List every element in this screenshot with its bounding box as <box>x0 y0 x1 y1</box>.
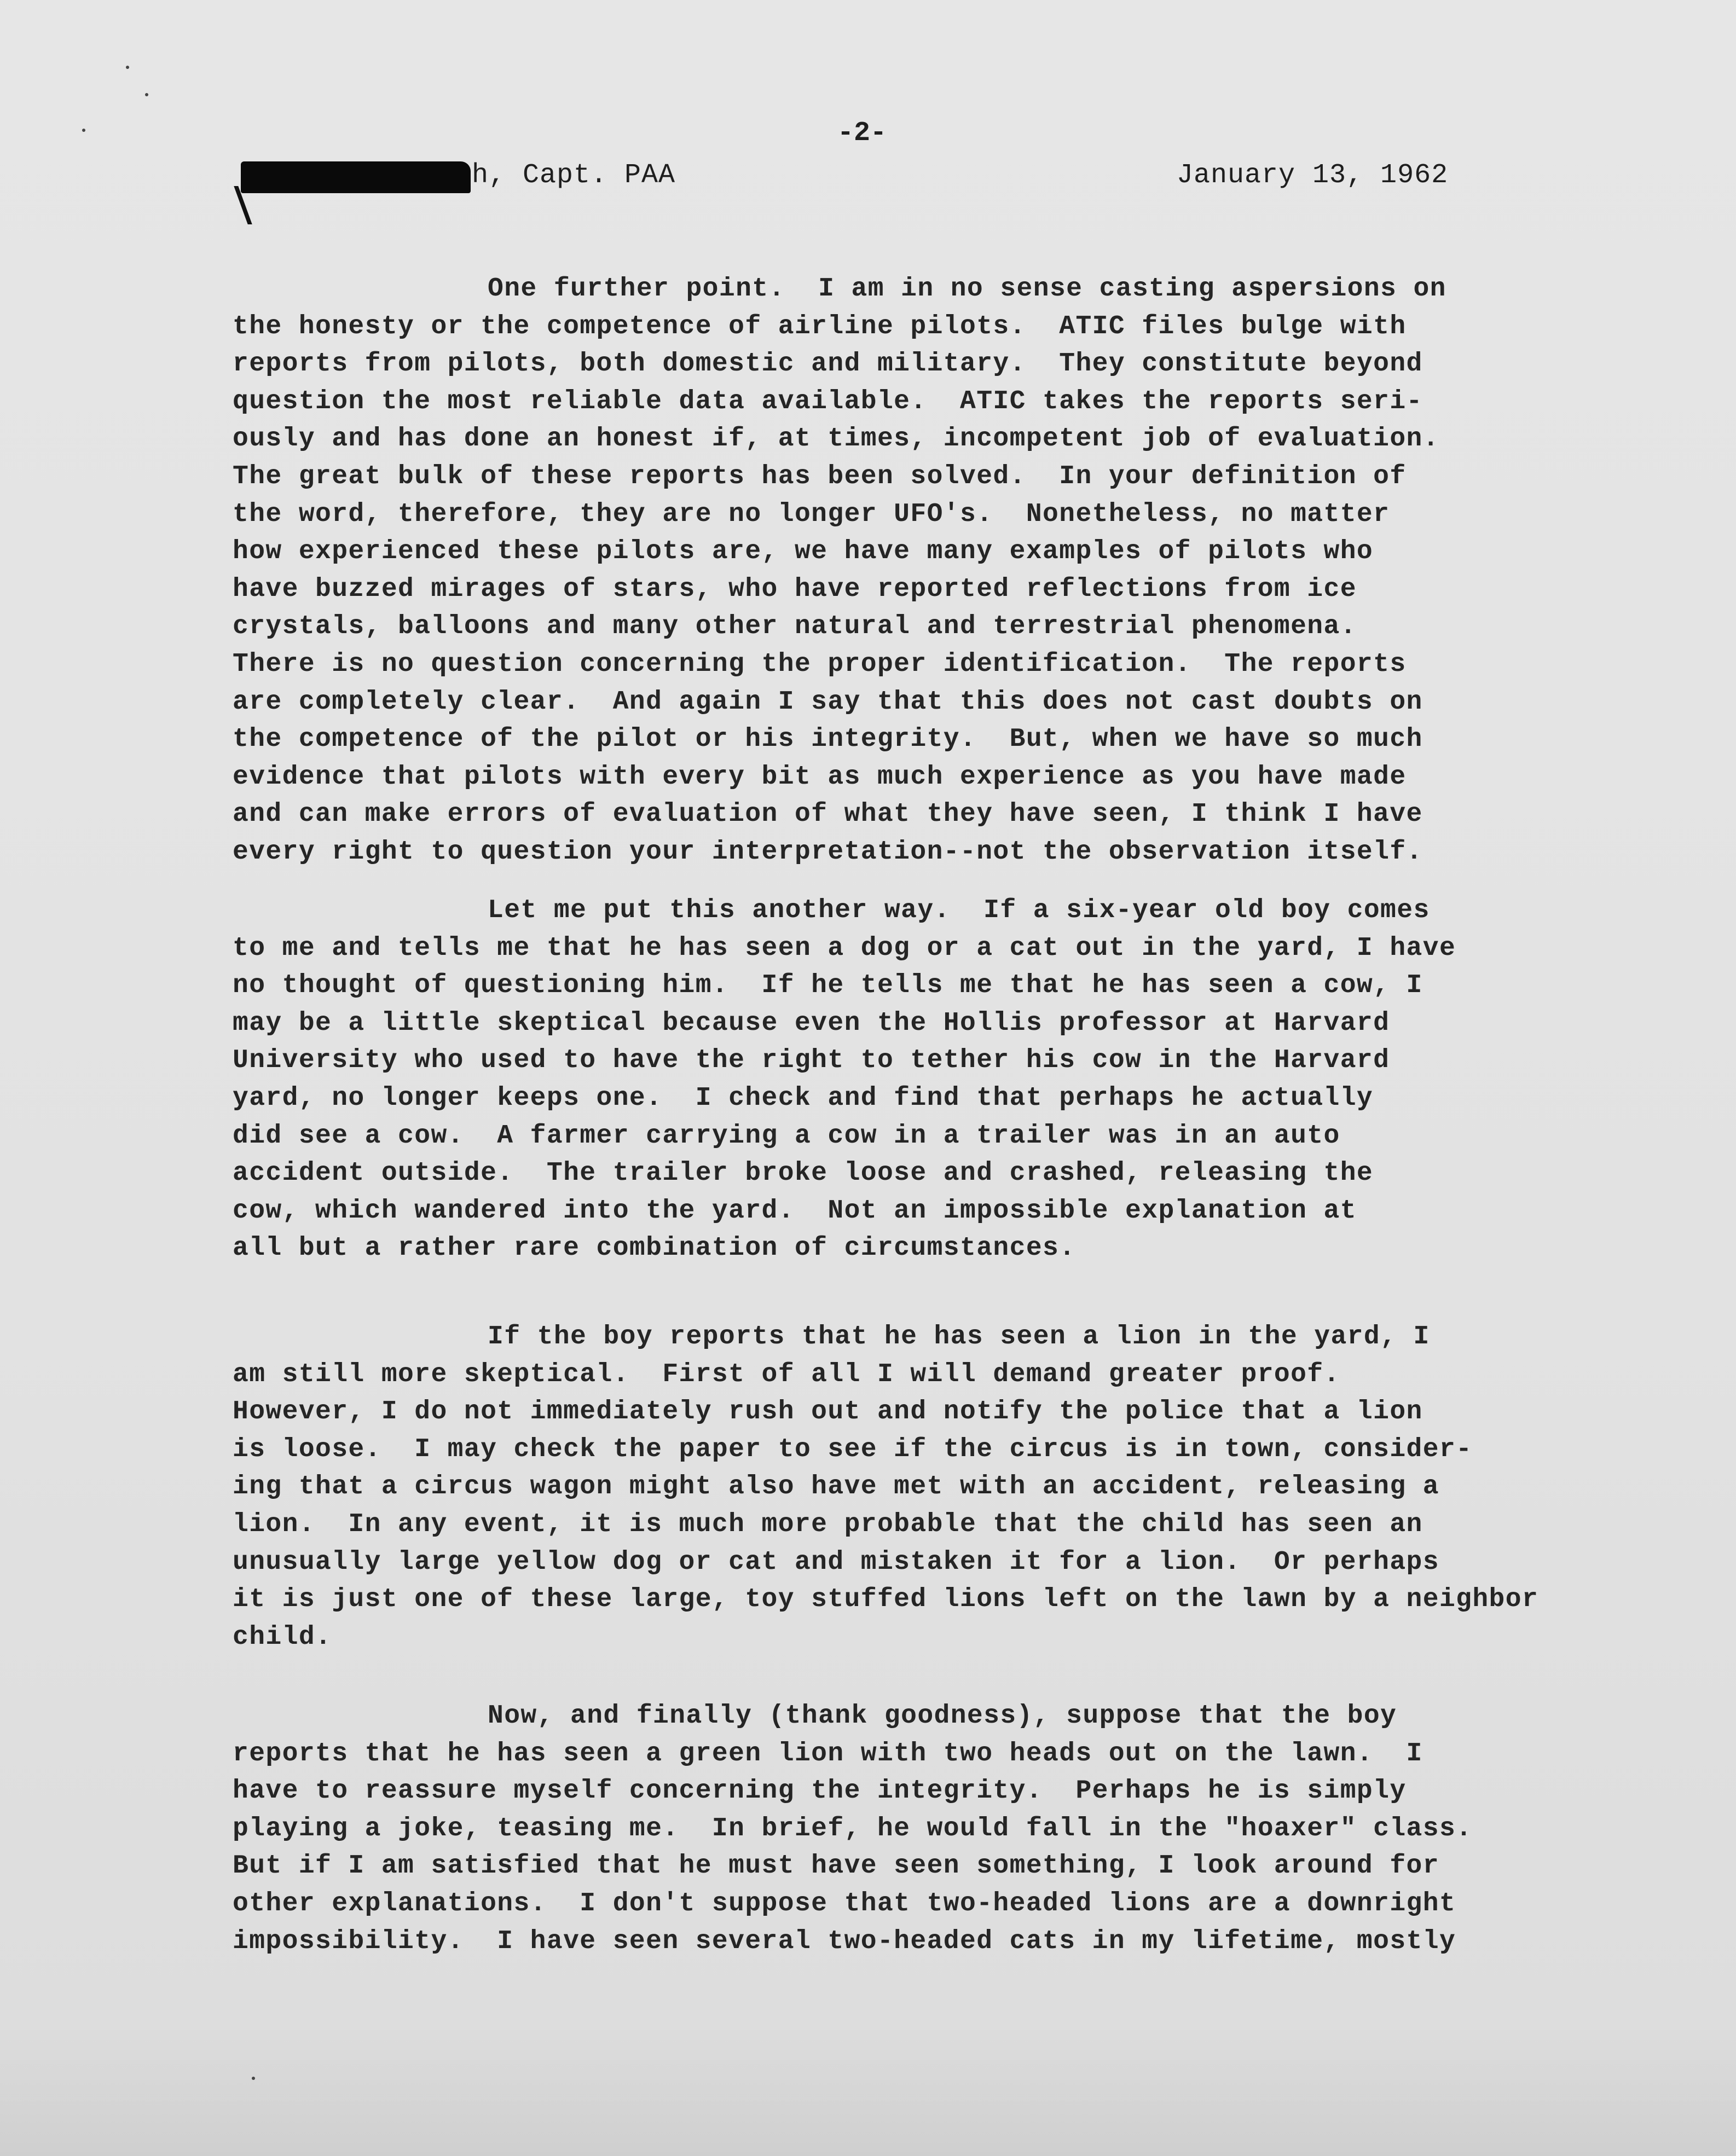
page-number: -2- <box>837 118 887 149</box>
text-line: playing a joke, teasing me. In brief, he would fall in the "hoaxer" class. <box>233 1813 1473 1844</box>
text-line: reports from pilots, both domestic and military. They constitute beyond <box>233 349 1423 379</box>
film-speck <box>126 66 129 69</box>
text-line: There is no question concerning the proper identification. The reports <box>233 649 1407 679</box>
redaction-mark <box>241 161 471 193</box>
text-line: and can make errors of evaluation of what they have seen, I think I have <box>233 799 1423 830</box>
text-line: ing that a circus wagon might also have met with an accident, releasing a <box>233 1472 1439 1502</box>
text-line: child. <box>233 1622 332 1652</box>
text-line: ously and has done an honest if, at times, incompetent job of evaluation. <box>233 424 1439 454</box>
text-line: are completely clear. And again I say that this does not cast doubts on <box>233 687 1423 717</box>
text-line: have buzzed mirages of stars, who have reported reflections from ice <box>233 574 1357 604</box>
text-line: cow, which wandered into the yard. Not an impossible explanation at <box>233 1196 1357 1226</box>
text-line: reports that he has seen a green lion with two heads out on the lawn. I <box>233 1738 1423 1769</box>
text-line: impossibility. I have seen several two-headed cats in my lifetime, mostly <box>233 1926 1456 1956</box>
paragraph-3 <box>233 1318 1539 1656</box>
text-line: all but a rather rare combination of circumstances. <box>233 1233 1076 1264</box>
text-line: how experienced these pilots are, we have many examples of pilots who <box>233 537 1374 567</box>
text-line: The great bulk of these reports has been solved. In your definition of <box>233 461 1407 491</box>
text-line: lion. In any event, it is much more probable that the child has seen an <box>233 1509 1423 1539</box>
letter-date: January 13, 1962 <box>1177 160 1449 191</box>
text-line: evidence that pilots with every bit as much experience as you have made <box>233 762 1407 792</box>
text-line: the word, therefore, they are no longer UFO's. Nonetheless, no matter <box>233 499 1390 529</box>
recipient-line: h, Capt. PAA <box>472 160 676 191</box>
text-line: yard, no longer keeps one. I check and find that perhaps he actually <box>233 1083 1374 1113</box>
text-line: question the most reliable data available. ATIC takes the reports seri- <box>233 386 1423 416</box>
paragraph-2 <box>233 892 1491 1267</box>
text-line: am still more skeptical. First of all I will demand greater proof. <box>233 1359 1340 1389</box>
text-line: did see a cow. A farmer carrying a cow in a trailer was in an auto <box>233 1121 1340 1151</box>
text-line: accident outside. The trailer broke loose and crashed, releasing the <box>233 1158 1374 1189</box>
text-line: every right to question your interpretation--not the observation itself. <box>233 837 1423 867</box>
text-line: to me and tells me that he has seen a dog or a cat out in the yard, I have <box>233 933 1456 963</box>
text-line: University who used to have the right to tether his cow in the Harvard <box>233 1046 1390 1076</box>
text-line: the competence of the pilot or his integrity. But, when we have so much <box>233 725 1423 755</box>
text-line: Now, and finally (thank goodness), suppose that the boy <box>488 1701 1397 1731</box>
text-line: is loose. I may check the paper to see if the circus is in town, consider- <box>233 1434 1473 1464</box>
text-line: One further point. I am in no sense casting aspersions on <box>488 274 1446 304</box>
text-line: But if I am satisfied that he must have seen something, I look around for <box>233 1851 1439 1881</box>
text-line: it is just one of these large, toy stuffed lions left on the lawn by a neighbor <box>233 1585 1539 1615</box>
film-speck <box>252 2077 255 2080</box>
text-line: unusually large yellow dog or cat and mistaken it for a lion. Or perhaps <box>233 1547 1439 1577</box>
text-line: have to reassure myself concerning the integrity. Perhaps he is simply <box>233 1776 1407 1806</box>
text-line: crystals, balloons and many other natural and terrestrial phenomena. <box>233 612 1357 642</box>
paragraph-1 <box>233 270 1491 871</box>
text-line: the honesty or the competence of airline pilots. ATIC files bulge with <box>233 311 1407 341</box>
text-line: Let me put this another way. If a six-year old boy comes <box>488 896 1430 925</box>
text-line: However, I do not immediately rush out and notify the police that a lion <box>233 1397 1423 1427</box>
text-line: no thought of questioning him. If he tells me that he has seen a cow, I <box>233 971 1423 1001</box>
text-line: may be a little skeptical because even the Hollis professor at Harvard <box>233 1008 1390 1038</box>
film-speck <box>145 93 148 96</box>
film-speck <box>82 129 85 132</box>
film-edge-shadow <box>0 2025 1736 2156</box>
paragraph-4 <box>233 1697 1491 1960</box>
text-line: other explanations. I don't suppose that two-headed lions are a downright <box>233 1888 1456 1919</box>
text-line: If the boy reports that he has seen a lion in the yard, I <box>488 1322 1430 1352</box>
